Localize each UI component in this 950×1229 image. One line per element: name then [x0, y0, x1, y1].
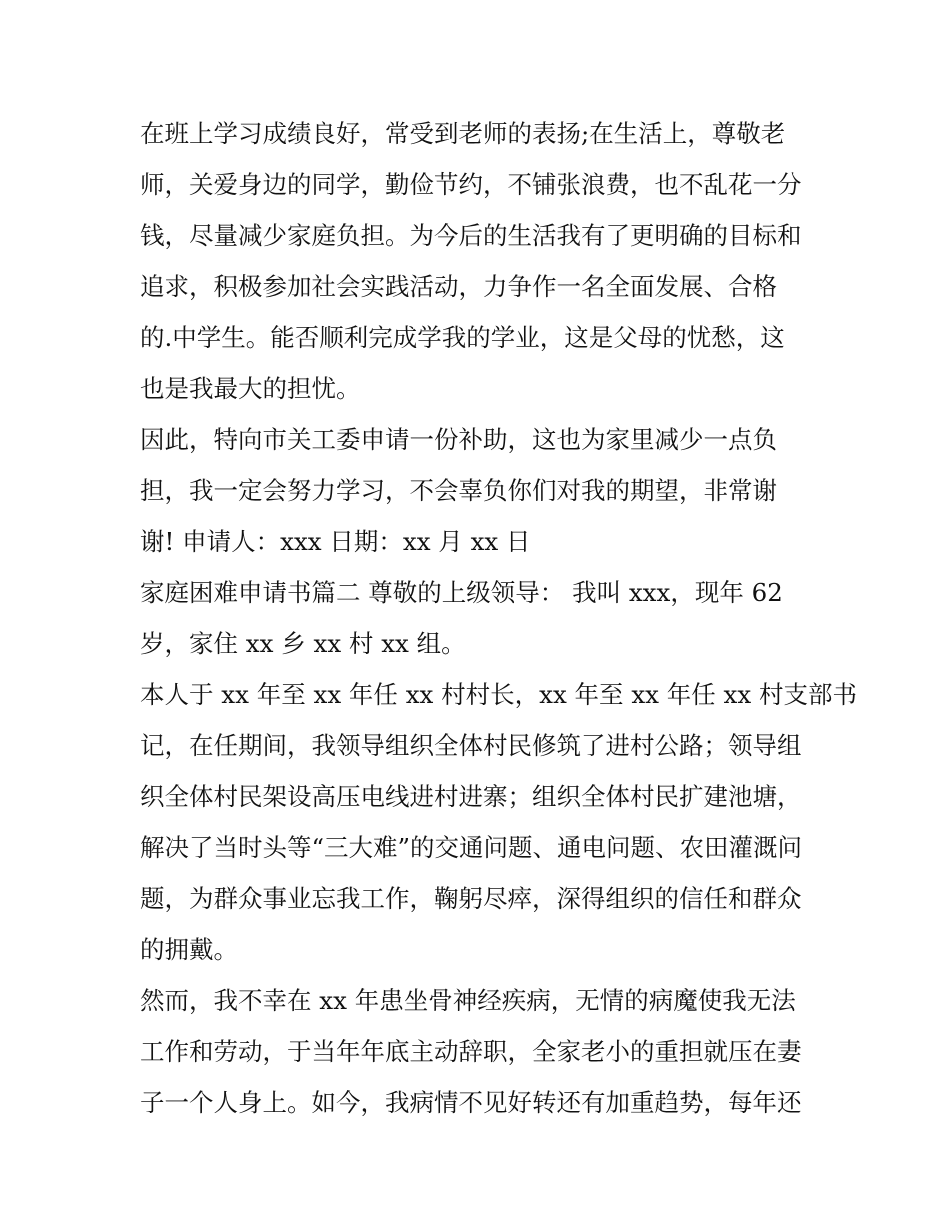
text-line: 也是我最大的担忧。 [140, 374, 361, 403]
text-line: 解决了当时头等“三大难”的交通问题、通电问题、农田灌溉问 [140, 833, 803, 862]
text-line: 追求，积极参加社会实践活动，力争作一名全面发展、合格 [140, 272, 777, 301]
text-line: 因此，特向市关工委申请一份补助，这也为家里减少一点负 [140, 425, 777, 454]
text-line: 家庭困难申请书篇二 尊敬的上级领导： 我叫 xxx，现年 62 [140, 578, 783, 607]
text-line: 子一个人身上。如今，我病情不见好转还有加重趋势，每年还 [140, 1088, 802, 1117]
text-line: 的拥戴。 [140, 935, 238, 964]
text-line: 师，关爱身边的同学，勤俭节约，不铺张浪费，也不乱花一分 [140, 170, 802, 199]
text-line: 本人于 xx 年至 xx 年任 xx 村村长，xx 年至 xx 年任 xx 村支部书 [140, 680, 857, 709]
text-line: 然而，我不幸在 xx 年患坐骨神经疾病，无情的病魔使我无法 [140, 986, 796, 1015]
text-line: 工作和劳动，于当年年底主动辞职，全家老小的重担就压在妻 [140, 1037, 802, 1066]
text-line: 岁，家住 xx 乡 xx 村 xx 组。 [140, 629, 466, 658]
text-line: 担，我一定会努力学习，不会辜负你们对我的期望，非常谢 [140, 476, 777, 505]
text-line: 钱，尽量减少家庭负担。为今后的生活我有了更明确的目标和 [140, 221, 802, 250]
text-line: 在班上学习成绩良好，常受到老师的表扬;在生活上，尊敬老 [140, 119, 786, 148]
signature-line: 谢! 申请人：xxx 日期：xx 月 xx 日 [140, 527, 531, 556]
text-line: 记，在任期间，我领导组织全体村民修筑了进村公路；领导组 [140, 731, 802, 760]
document-body [140, 108, 857, 1128]
text-line: 的.中学生。能否顺利完成学我的学业，这是父母的忧愁，这 [140, 323, 785, 352]
text-line: 题，为群众事业忘我工作，鞠躬尽瘁，深得组织的信任和群众 [140, 884, 802, 913]
text-line: 织全体村民架设高压电线进村进寨；组织全体村民扩建池塘， [140, 782, 802, 811]
